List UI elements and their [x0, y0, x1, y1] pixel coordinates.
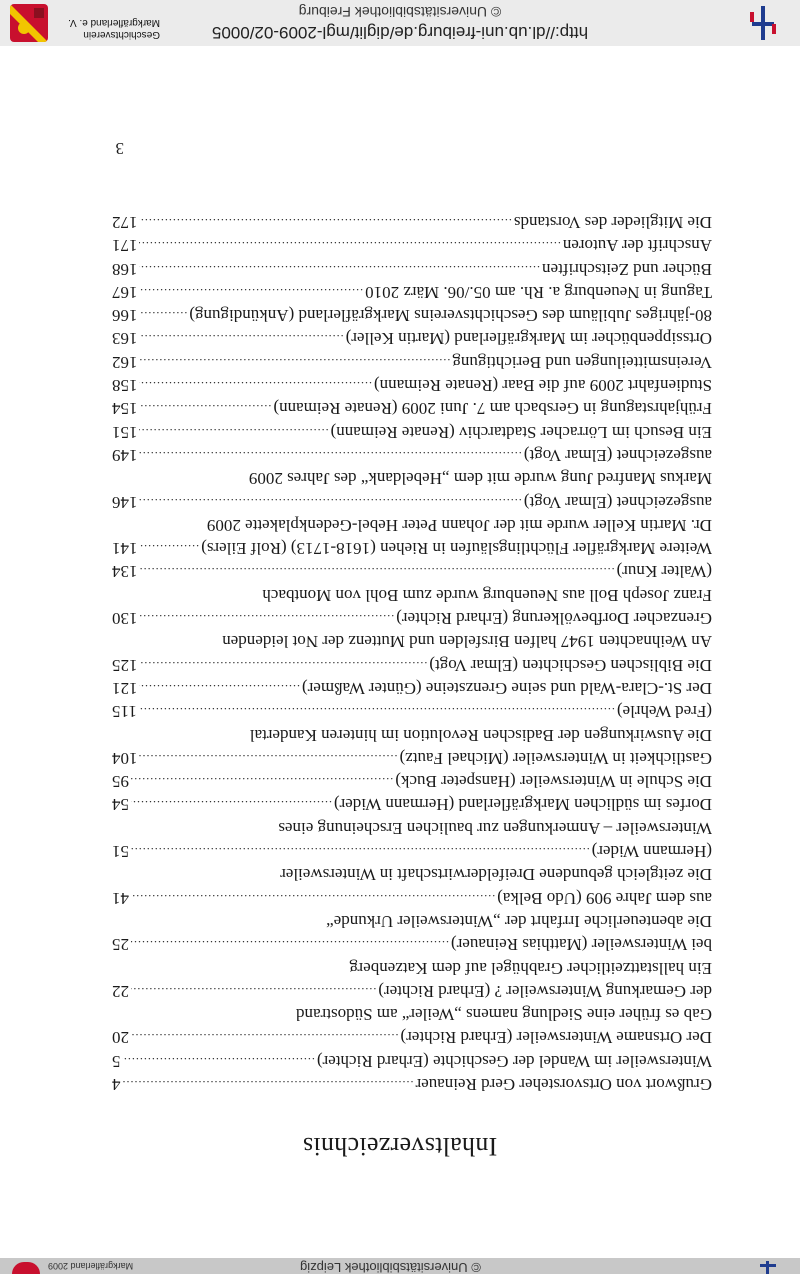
toc-entry-title: Tagung in Neuenburg a. Rh. am 05./06. März 2010	[365, 282, 712, 302]
toc-entry	[112, 886, 712, 909]
toc-entry-page: 141	[112, 539, 138, 559]
toc-entry-title: der Gemarkung Wintersweiler ? (Erhard Richter)	[378, 981, 712, 1001]
toc-entry-page: 146	[112, 492, 138, 512]
toc-entry-title: bei Wintersweiler (Matthias Reinauer)	[451, 935, 712, 955]
toc-leader-dots	[140, 211, 512, 234]
toc-entry-title: Franz Joseph Boll aus Neuenburg wurde zum Bohl von Montbach	[262, 585, 712, 605]
toc-entry	[112, 956, 712, 979]
toc-leader-dots	[140, 420, 329, 443]
toc-entry	[112, 560, 712, 583]
toc-leader-dots	[140, 351, 451, 374]
toc-entry	[112, 351, 712, 374]
toc-entry-title: Markus Manfred Jung wurde mit dem „Hebeldank“ des Jahres 2009	[248, 469, 712, 489]
crest-icon	[12, 1262, 40, 1274]
toc-entry	[112, 1049, 712, 1072]
bottom-strip-small-text: Markgräflerland 2009	[48, 1261, 134, 1271]
copyright-notice: © Universitätsbibliothek Freiburg	[298, 4, 502, 20]
toc-entry	[112, 490, 712, 513]
toc-entry-page: 172	[112, 213, 138, 233]
toc-entry	[112, 1073, 712, 1096]
table-of-contents-page	[0, 46, 800, 1258]
toc-entry-title: Frühjahrstagung in Gersbach am 7. Juni 2009 (Renate Reimann)	[273, 399, 712, 419]
toc-entry-page: 4	[112, 1075, 121, 1094]
toc-entry-page: 41	[112, 888, 129, 908]
toc-entry	[112, 397, 712, 420]
toc-entry	[112, 281, 712, 304]
toc-entry-page: 22	[112, 981, 129, 1001]
toc-entry-title: An Weihnachten 1947 halfen Birsfelden und Muttenz der Not leidenden	[222, 632, 712, 652]
toc-entry	[112, 793, 712, 816]
toc-entry	[112, 1026, 712, 1049]
toc-entry	[112, 653, 712, 676]
toc-entry	[112, 1003, 712, 1026]
toc-entry	[112, 723, 712, 746]
toc-entry-page: 20	[112, 1028, 129, 1048]
toc-entry-title: aus dem Jahre 909 (Udo Belka)	[497, 888, 712, 908]
toc-entry-title: Die zeitgleich gebundene Dreifelderwirtschaft in Wintersweiler	[280, 865, 712, 885]
toc-entry	[112, 910, 712, 933]
toc-entry-page: 25	[112, 935, 129, 955]
toc-entry	[112, 420, 712, 443]
toc-entry	[112, 933, 712, 956]
toc-entry-title: (Hermann Wider)	[591, 842, 712, 862]
bottom-strip	[0, 1258, 800, 1274]
toc-entry-title: Grußwort von Ortsvorsteher Gerd Reinauer	[415, 1075, 712, 1094]
society-name-line-1: Geschichtsverein	[83, 29, 160, 40]
toc-entry-page: 168	[112, 259, 138, 279]
toc-entry-title: Ein Besuch im Lörracher Stadtarchiv (Renate Reimann)	[330, 422, 712, 442]
toc-leader-dots	[140, 234, 561, 257]
toc-entry-title: Dorfes im südlichen Markgräflerland (Hermann Wider)	[333, 795, 712, 815]
toc-entry	[112, 700, 712, 723]
toc-entry	[112, 630, 712, 653]
toc-entry-page: 134	[112, 562, 138, 582]
toc-entry-page: 130	[112, 609, 138, 629]
toc-leader-dots	[131, 1026, 399, 1049]
toc-entry-page: 5	[112, 1051, 121, 1071]
toc-entry-title: Wintersweiler – Anmerkungen zur baulichen Erscheinung eines	[278, 818, 712, 838]
toc-leader-dots	[140, 281, 364, 304]
toc-entry-page: 95	[112, 772, 129, 792]
toc-entry	[112, 770, 712, 793]
toc-entry-page: 163	[112, 329, 138, 349]
toc-entry-page: 104	[112, 748, 138, 768]
toc-entry-title: Die abenteuerliche Irrfahrt der „Wintersweiler Urkunde“	[326, 911, 712, 931]
society-name-line-2: Markgräflerland e. V.	[68, 17, 160, 28]
toc-entry-title: Studienfahrt 2009 auf die Baar (Renate Reimann)	[374, 376, 712, 396]
toc-leader-dots	[140, 537, 200, 560]
toc-leader-dots	[139, 700, 615, 723]
toc-leader-dots	[140, 397, 272, 420]
toc-entry	[112, 816, 712, 839]
toc-leader-dots	[140, 327, 344, 350]
toc-entry-page: 54	[112, 795, 129, 815]
toc-leader-dots	[140, 560, 615, 583]
toc-entry	[112, 234, 712, 257]
university-logo-icon	[758, 1261, 778, 1274]
toc-leader-dots	[140, 490, 522, 513]
toc-entry	[112, 537, 712, 560]
toc-leader-dots	[131, 770, 393, 793]
toc-leader-dots	[140, 677, 301, 700]
toc-entry	[112, 467, 712, 490]
toc-entry-title: Bücher und Zeitschriften	[542, 259, 712, 279]
toc-leader-dots	[140, 653, 428, 676]
toc-entry-title: Grenzacher Dorfbevölkerung (Erhard Richter)	[396, 609, 712, 629]
toc-leader-dots	[140, 747, 398, 770]
toc-entry	[112, 607, 712, 630]
toc-entry	[112, 257, 712, 280]
toc-entry	[112, 211, 712, 234]
toc-entry-title: Gab es früher eine Siedlung namens „Weiler“ am Südostrand	[296, 1005, 712, 1025]
society-crest-icon	[10, 4, 48, 42]
toc-entry-title: Vereinsmitteilungen und Berichtigung	[452, 352, 712, 372]
toc-entry-title: Ein hallstattzeitlicher Grabhügel auf dem Katzenberg	[349, 958, 712, 978]
toc-entry	[112, 444, 712, 467]
toc-entry-page: 121	[112, 678, 138, 698]
toc-entry-title: Die Mitglieder des Vorstands	[513, 213, 712, 233]
toc-entry-page: 167	[112, 282, 138, 302]
toc-leader-dots	[140, 374, 373, 397]
society-name	[40, 16, 160, 40]
toc-entry-title: Ortssippenbücher im Markgräflerland (Martin Keller)	[345, 329, 712, 349]
toc-list	[112, 211, 712, 1096]
toc-leader-dots	[123, 1073, 414, 1096]
toc-entry-page: 115	[112, 702, 137, 722]
toc-entry	[112, 980, 712, 1003]
toc-leader-dots	[140, 304, 188, 327]
toc-entry-title: ausgezeichnet (Elmar Vogt)	[523, 445, 712, 465]
toc-entry-title: Wintersweiler im Wandel der Geschichte (Erhard Richter)	[316, 1051, 712, 1071]
toc-entry-title: Der Ortsname Wintersweiler (Erhard Richter)	[400, 1028, 712, 1048]
toc-entry-title: Dr. Martin Keller wurde mit der Johann Peter Hebel-Gedenkplakette 2009	[206, 515, 712, 535]
toc-entry	[112, 304, 712, 327]
toc-leader-dots	[131, 933, 449, 956]
page-number: 3	[115, 139, 124, 158]
toc-entry-title: Die Auswirkungen der Badischen Revolution im hinteren Kandertal	[249, 725, 712, 745]
toc-entry-page: 162	[112, 352, 138, 372]
toc-entry	[112, 840, 712, 863]
toc-leader-dots	[140, 444, 522, 467]
toc-entry-title: Gastlichkeit in Wintersweiler (Michael Fautz)	[399, 748, 712, 768]
toc-entry	[112, 863, 712, 886]
toc-leader-dots	[123, 1049, 315, 1072]
toc-leader-dots	[140, 257, 541, 280]
toc-entry-page: 154	[112, 399, 138, 419]
document-url[interactable]: http://dl.ub.uni-freiburg.de/diglit/mgl-2009-02/0005	[211, 23, 589, 42]
toc-entry-page: 125	[112, 655, 138, 675]
toc-entry-title: Der St.-Clara-Wald und seine Grenzsteine (Günter Waßmer)	[302, 678, 712, 698]
toc-entry-page: 151	[112, 422, 138, 442]
toc-entry	[112, 374, 712, 397]
toc-entry	[112, 583, 712, 606]
toc-entry-title: Die Biblischen Geschichten (Elmar Vogt)	[429, 655, 712, 675]
toc-entry	[112, 514, 712, 537]
header-bar	[0, 0, 800, 46]
toc-entry-page: 166	[112, 306, 138, 326]
toc-entry-title: 80-jähriges Jubiläum des Geschichtsvereins Markgräflerland (Ankündigung)	[189, 306, 712, 326]
toc-leader-dots	[131, 980, 376, 1003]
toc-entry-page: 51	[112, 842, 129, 862]
toc-entry	[112, 747, 712, 770]
bottom-strip-text: © Universitätsbibliothek Leipzig	[300, 1260, 481, 1275]
toc-entry	[112, 677, 712, 700]
toc-leader-dots	[131, 840, 590, 863]
toc-entry-title: Anschrift der Autoren	[562, 236, 712, 256]
toc-entry-title: ausgezeichnet (Elmar Vogt)	[523, 492, 712, 512]
toc-entry-title: (Walter Knur)	[616, 562, 712, 582]
toc-leader-dots	[140, 607, 395, 630]
toc-entry-page: 171	[112, 236, 138, 256]
toc-entry-title: (Fred Wehrle)	[616, 702, 712, 722]
page-title: Inhaltsverzeichnis	[302, 1132, 498, 1161]
toc-leader-dots	[131, 793, 332, 816]
toc-entry-title: Die Schule in Wintersweiler (Hanspeter Buck)	[395, 772, 712, 792]
toc-entry-page: 158	[112, 376, 138, 396]
toc-entry-page: 149	[112, 445, 138, 465]
toc-entry	[112, 327, 712, 350]
toc-leader-dots	[131, 886, 495, 909]
toc-entry-title: Weitere Markgräfler Flüchtlingsläufen in Riehen (1618-1713) (Rolf Eilers)	[201, 539, 712, 559]
